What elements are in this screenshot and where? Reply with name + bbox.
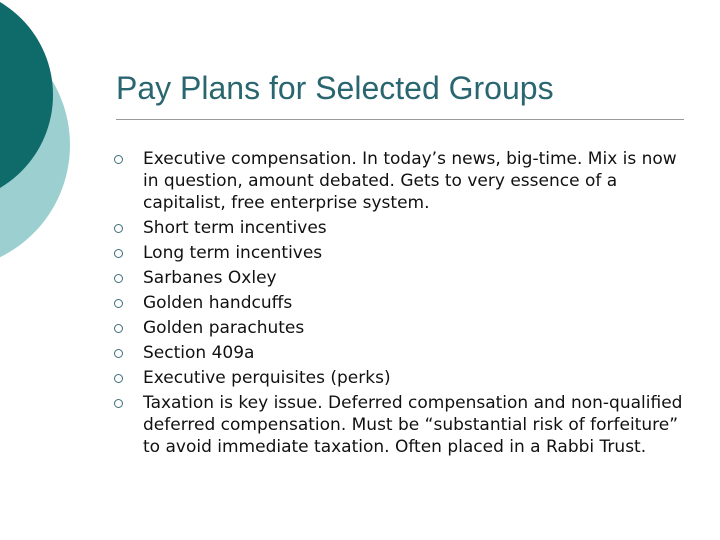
corner-decoration bbox=[0, 0, 90, 290]
hollow-circle-bullet-icon bbox=[114, 324, 123, 333]
bullet-item bbox=[110, 148, 686, 214]
bullet-item bbox=[110, 217, 686, 239]
hollow-circle-bullet-icon bbox=[114, 224, 123, 233]
bullet-item bbox=[110, 292, 686, 314]
hollow-circle-bullet-icon bbox=[114, 349, 123, 358]
bullet-item bbox=[110, 317, 686, 339]
hollow-circle-bullet-icon bbox=[114, 299, 123, 308]
hollow-circle-bullet-icon bbox=[114, 399, 123, 408]
bullet-text: Long term incentives bbox=[143, 243, 323, 263]
bullet-item bbox=[110, 267, 686, 289]
bullet-list bbox=[110, 148, 686, 461]
bullet-item bbox=[110, 242, 686, 264]
bullet-text: Short term incentives bbox=[143, 218, 327, 238]
bullet-item bbox=[110, 367, 686, 389]
slide-title: Pay Plans for Selected Groups bbox=[116, 70, 554, 106]
bullet-text: Golden parachutes bbox=[143, 318, 305, 338]
bullet-text: Taxation is key issue. Deferred compensation and non-qualified deferred compensation. Must be “substantial risk of forfeiture” to avoid immediate taxation. Often placed in a Rabbi Trust. bbox=[143, 393, 683, 457]
bullet-text: Golden handcuffs bbox=[143, 293, 293, 313]
hollow-circle-bullet-icon bbox=[114, 274, 123, 283]
bullet-item bbox=[110, 342, 686, 364]
title-divider bbox=[116, 119, 684, 120]
hollow-circle-bullet-icon bbox=[114, 155, 123, 164]
bullet-text: Executive perquisites (perks) bbox=[143, 368, 391, 388]
bullet-text: Executive compensation. In today’s news, big-time. Mix is now in question, amount debated. Gets to very essence of a capitalist, free enterprise system. bbox=[143, 149, 677, 213]
bullet-text: Sarbanes Oxley bbox=[143, 268, 277, 288]
hollow-circle-bullet-icon bbox=[114, 374, 123, 383]
bullet-text: Section 409a bbox=[143, 343, 255, 363]
bullet-item bbox=[110, 392, 686, 458]
hollow-circle-bullet-icon bbox=[114, 249, 123, 258]
